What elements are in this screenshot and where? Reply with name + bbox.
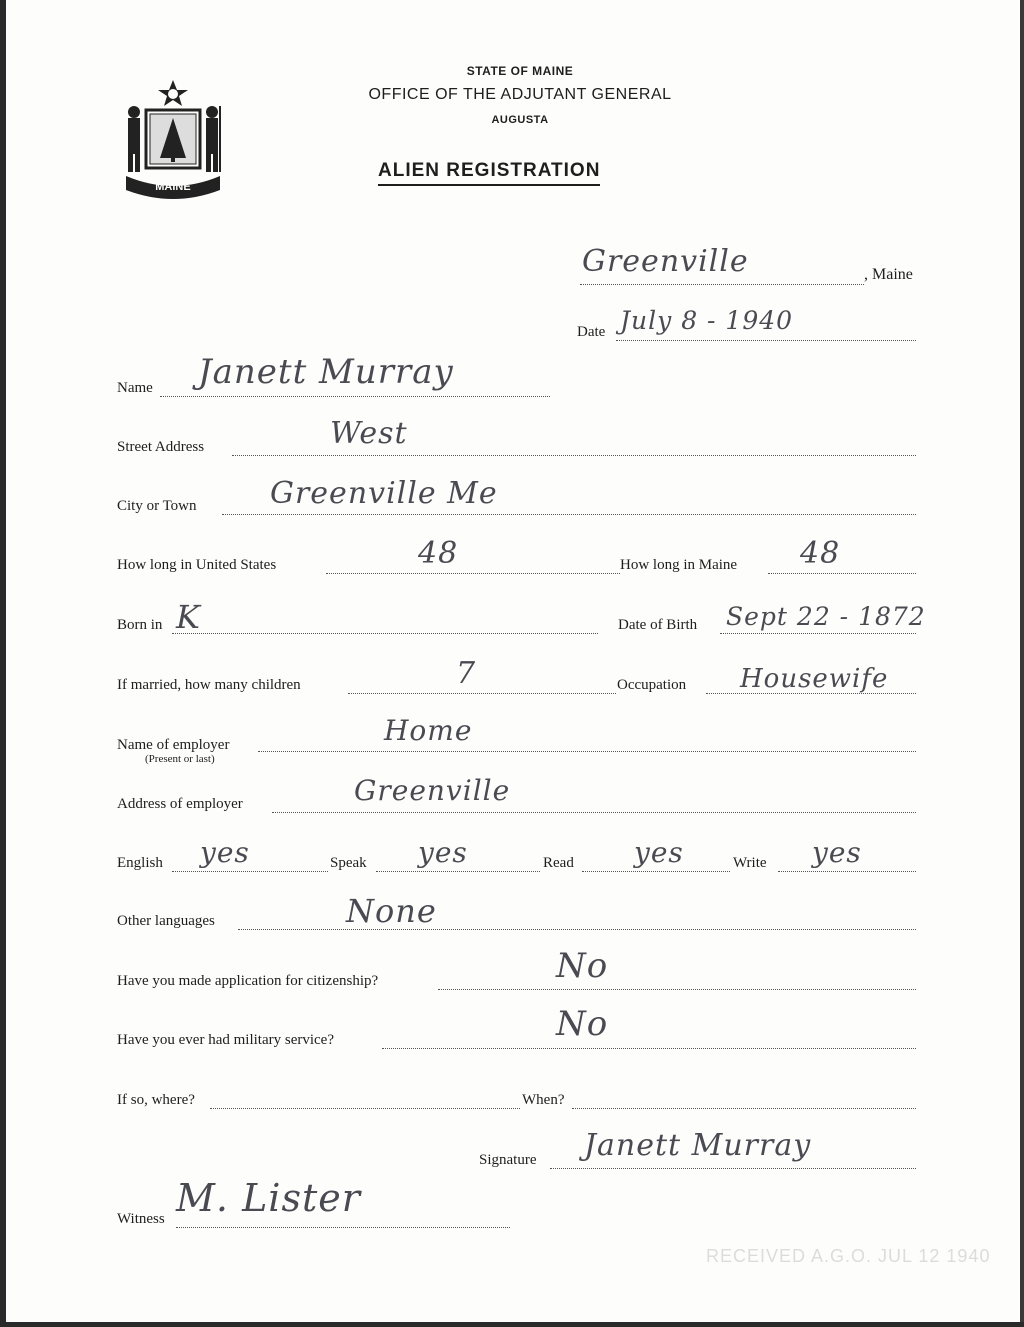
if-so-where-line xyxy=(210,1108,520,1109)
town-suffix: , Maine xyxy=(864,266,913,283)
citizenship-value[interactable]: No xyxy=(556,946,609,986)
employer-name-line xyxy=(258,751,916,752)
if-so-where-label: If so, where? xyxy=(117,1092,195,1108)
scan-frame-right xyxy=(1020,0,1024,1327)
name-line xyxy=(160,396,550,397)
speak-value[interactable]: yes xyxy=(418,836,468,869)
write-line xyxy=(778,871,916,872)
signature-label: Signature xyxy=(479,1152,537,1168)
read-line xyxy=(582,871,730,872)
read-label: Read xyxy=(543,855,574,871)
header-office: OFFICE OF THE ADJUTANT GENERAL xyxy=(368,86,672,103)
when-label: When? xyxy=(522,1092,565,1108)
date-of-birth-label: Date of Birth xyxy=(618,617,698,633)
citizenship-line xyxy=(438,989,916,990)
header-state: STATE OF MAINE xyxy=(466,64,574,78)
occupation-label: Occupation xyxy=(617,677,687,693)
received-stamp: RECEIVED A.G.O. JUL 12 1940 xyxy=(706,1246,991,1266)
write-value[interactable]: yes xyxy=(812,836,862,869)
employer-address-line xyxy=(272,812,916,813)
children-line xyxy=(348,693,616,694)
how-long-maine-label: How long in Maine xyxy=(620,557,738,573)
english-label: English xyxy=(117,855,163,871)
when-line xyxy=(572,1108,916,1109)
date-value[interactable]: July 8 - 1940 xyxy=(620,306,794,335)
speak-line xyxy=(376,871,540,872)
form-title: ALIEN REGISTRATION xyxy=(378,160,600,186)
header-city: AUGUSTA xyxy=(491,114,549,126)
signature-value[interactable]: Janett Murray xyxy=(584,1128,812,1163)
date-of-birth-value[interactable]: Sept 22 - 1872 xyxy=(726,602,926,631)
town-value[interactable]: Greenville xyxy=(582,244,749,279)
born-in-label: Born in xyxy=(117,617,163,633)
street-address-line xyxy=(232,455,916,456)
write-label: Write xyxy=(733,855,767,871)
scan-frame-bottom xyxy=(0,1322,1024,1327)
town-line xyxy=(580,284,864,285)
other-languages-label: Other languages xyxy=(117,913,215,929)
date-label: Date xyxy=(577,324,606,340)
date-line xyxy=(616,340,916,341)
name-label: Name xyxy=(117,380,153,396)
born-in-value[interactable]: K xyxy=(176,598,201,636)
street-address-value[interactable]: West xyxy=(330,416,408,451)
read-value[interactable]: yes xyxy=(634,836,684,869)
city-or-town-value[interactable]: Greenville Me xyxy=(270,476,498,511)
signature-line xyxy=(550,1168,916,1169)
employer-address-label: Address of employer xyxy=(117,796,243,812)
speak-label: Speak xyxy=(330,855,367,871)
military-label: Have you ever had military service? xyxy=(117,1032,334,1048)
employer-name-value[interactable]: Home xyxy=(384,714,473,747)
seal-label: MAINE xyxy=(155,181,191,193)
city-or-town-label: City or Town xyxy=(117,498,197,514)
witness-value[interactable]: M. Lister xyxy=(176,1176,361,1220)
witness-line xyxy=(176,1227,510,1228)
employer-name-sublabel: (Present or last) xyxy=(145,753,215,765)
children-value[interactable]: 7 xyxy=(456,656,477,691)
occupation-value[interactable]: Housewife xyxy=(740,664,889,694)
other-languages-value[interactable]: None xyxy=(346,892,437,930)
military-value[interactable]: No xyxy=(556,1004,609,1044)
military-line xyxy=(382,1048,916,1049)
maine-state-seal-icon xyxy=(120,76,226,200)
how-long-maine-line xyxy=(768,573,916,574)
witness-label: Witness xyxy=(117,1211,165,1227)
citizenship-label: Have you made application for citizenship? xyxy=(117,973,379,989)
children-label: If married, how many children xyxy=(117,677,301,693)
english-value[interactable]: yes xyxy=(200,836,250,869)
how-long-maine-value[interactable]: 48 xyxy=(800,536,841,571)
how-long-us-label: How long in United States xyxy=(117,557,277,573)
employer-name-label: Name of employer xyxy=(117,737,230,753)
born-in-line xyxy=(172,633,598,634)
how-long-us-value[interactable]: 48 xyxy=(418,536,459,571)
how-long-us-line xyxy=(326,573,620,574)
english-line xyxy=(172,871,328,872)
other-languages-line xyxy=(238,929,916,930)
city-or-town-line xyxy=(222,514,916,515)
employer-address-value[interactable]: Greenville xyxy=(354,774,511,807)
scan-frame-left xyxy=(0,0,6,1327)
street-address-label: Street Address xyxy=(117,439,205,455)
date-of-birth-line xyxy=(720,633,916,634)
name-value[interactable]: Janett Murray xyxy=(198,352,454,392)
